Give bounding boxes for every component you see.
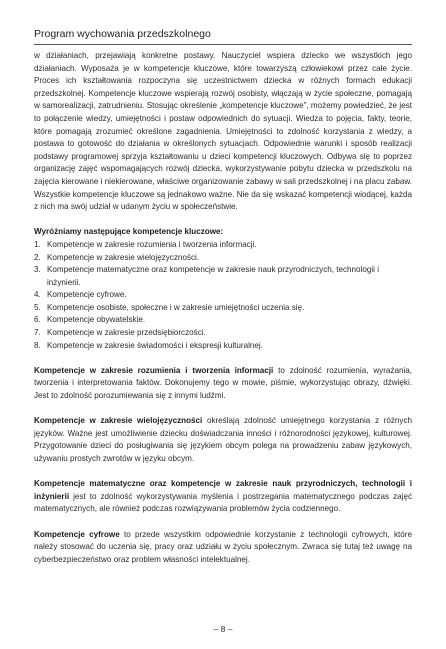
list-item: 8. Kompetencje w zakresie świadomości i ekspresji kulturalnej. (34, 340, 263, 350)
section-term: Kompetencje w zakresie rozumienia i tworzenia informacji (34, 365, 274, 375)
page-number: – 8 – (213, 624, 233, 634)
list-item: 4. Kompetencje cyfrowe. (34, 290, 127, 300)
list-item: 1. Kompetencje w zakresie rozumienia i tworzenia informacji. (34, 239, 257, 249)
section-paragraph-digital (34, 529, 412, 567)
list-item: 6. Kompetencje obywatelskie. (34, 315, 146, 325)
section-text: jest to zdolność wykorzystywania myślenia i postrzegania matematycznego podczas zajęć matematycznych, ale również podczas rozwiązywania problemów życia codziennego. (34, 491, 412, 514)
header-divider (34, 44, 412, 45)
section-paragraph-multilingualism (34, 415, 412, 465)
section-paragraph-information (34, 365, 412, 403)
section-text: określają zdolność umiejętnego korzystania z różnych języków. Ważne jest umożliwienie dziecku doświadczania inności i różnorodności językowej, kulturowej. Przygotowanie dzieci do posługiwania się językiem obcym polega na prowadzeniu zabaw językowych, używaniu prostych zwrotów w języku obcym. (34, 416, 412, 463)
section-paragraph-mathematics (34, 478, 412, 516)
section-text: to przede wszystkim odpowiednie korzystanie z technologii cyfrowych, które należy stosować do uczenia się, pracy oraz udziału w życiu społecznym. Zwraca się tutaj też uwagę na cyberbezpieczeństwo oraz problem własności intelektualnej. (34, 529, 412, 564)
page-body (34, 50, 412, 566)
list-item: 3. Kompetencje matematyczne oraz kompetencje w zakresie nauk przyrodniczych, technologii i inżynierii. (34, 265, 380, 287)
competencies-list (34, 239, 412, 352)
list-heading: Wyróżniamy następujące kompetencje kluczowe: (34, 227, 224, 237)
section-term: Kompetencje w zakresie wielojęzyczności (34, 416, 203, 426)
section-text: to zdolność rozumienia, wyrażania, tworzenia i interpretowania faktów. Dokonujemy tego w mowie, piśmie, wykorzystując obrazy, dźwięki. Jest to zdolność porozumiewania się z innymi ludźmi. (34, 365, 413, 401)
list-item: 2. Kompetencje w zakresie wielojęzyczności. (34, 252, 200, 262)
list-item: 7. Kompetencje w zakresie przedsiębiorczości. (34, 328, 206, 338)
list-item: 5. Kompetencje osobiste, społeczne i w zakresie umiejętności uczenia się. (34, 302, 305, 312)
section-term: Kompetencje matematyczne oraz kompetencje w zakresie nauk przyrodniczych, technologii i inżynierii (34, 479, 412, 501)
section-term: Kompetencje cyfrowe (34, 529, 120, 539)
running-header: Program wychowania przedszkolnego (34, 28, 211, 40)
intro-paragraph: w działaniach, przejawiają konkretne postawy. Nauczyciel wspiera dziecko we wszystkich jego działaniach. Wyposaża je w kompetencje kluczowe, które towarzyszą człowiekowi przez całe życie. Proces ich kształtowania rozpoczyna się uczestnictwem dziecka w różnych formach edukacji przedszkolnej. Kompetencje kluczowe wspierają rozwój osobisty, włączają w życie społeczne, pomagają w samorealizacji, zatrudnieniu. Stosując określenie „kompetencje kluczowe”, możemy powiedzieć, że jest to połączenie wiedzy, umiejętności i postaw odpowiednich do sytuacji. Wiedza to pojęcia, fakty, teorie, które pomagają zrozumieć określone zagadnienia. Umiejętności to zdolność korzystania z wiedzy, a postawa to gotowość do działania w określonych sytuacjach. Odpowiednie warunki i sposób realizacji podstawy programowej sprzyja kształtowaniu u dzieci kompetencji kluczowych. Odbywa się to poprzez organizację zajęć wspomagających rozwój dziecka, wykorzystywanie pobytu dziecka w przedszkolu na zajęcia kierowane i niekierowane, właściwe organizowanie zabawy w sali przedszkolnej i na placu zabaw. Wszystkie kompetencje kluczowe są jednakowo ważne. Nie da się wskazać kompetencji wiodącej, każda z nich ma swój udział w udanym życiu w społeczeństwie. (34, 51, 412, 212)
